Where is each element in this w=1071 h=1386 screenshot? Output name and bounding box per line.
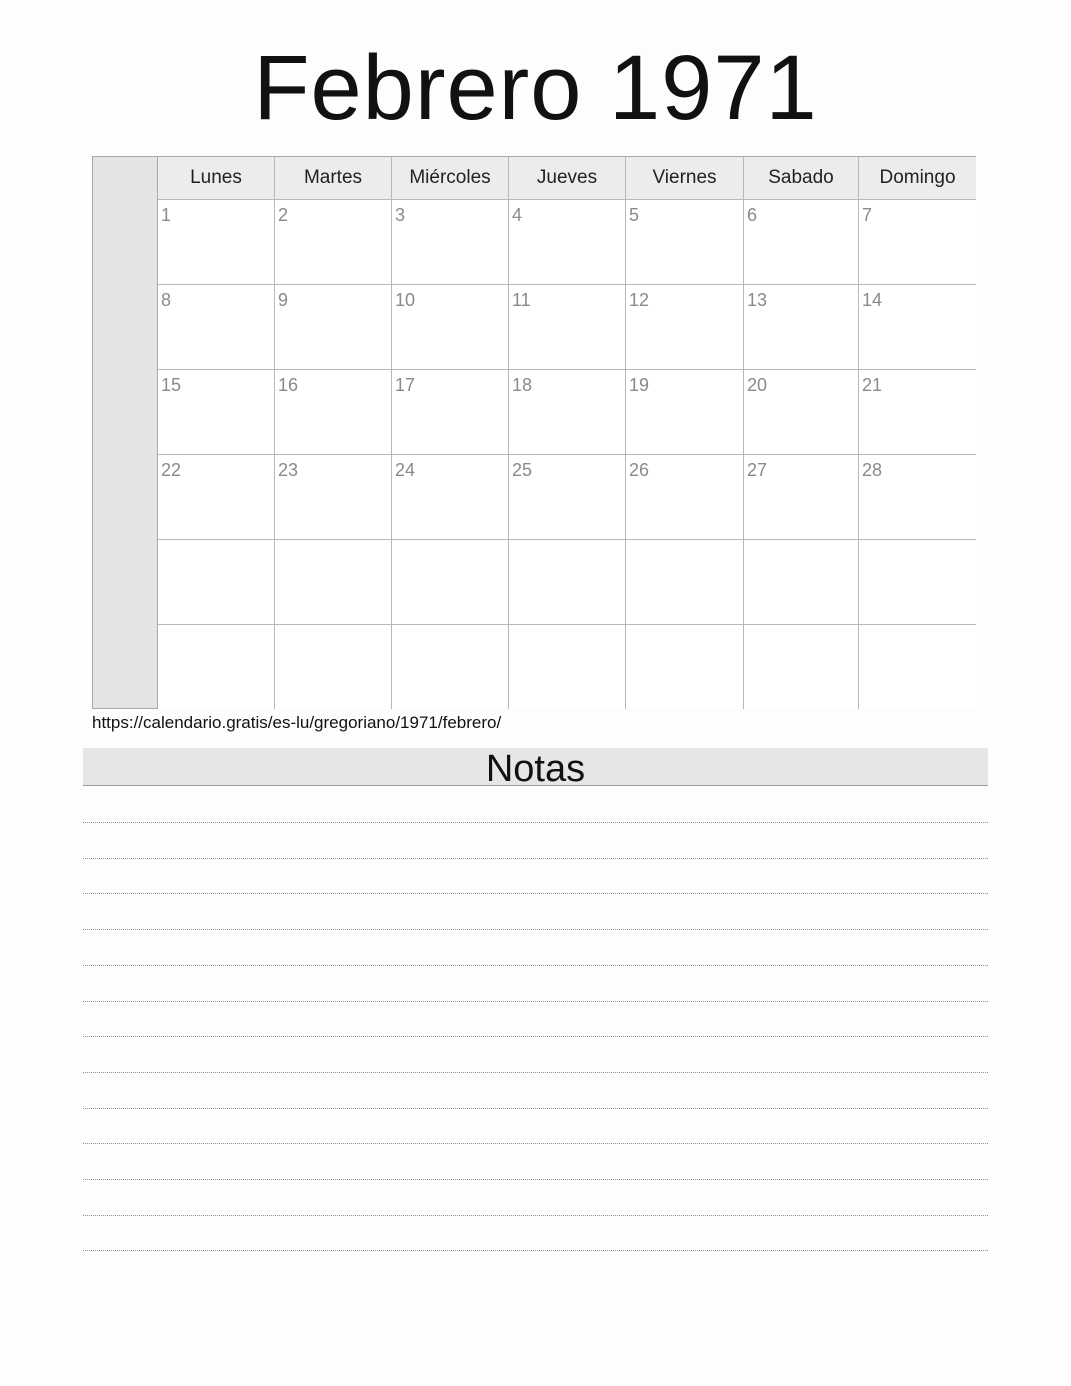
day-cell <box>859 370 976 455</box>
day-number: 6 <box>747 205 758 225</box>
day-cell <box>744 285 859 370</box>
day-cell <box>859 285 976 370</box>
calendar-days <box>158 157 976 708</box>
day-number: 12 <box>629 290 650 310</box>
note-line <box>83 965 988 966</box>
note-line <box>83 822 988 823</box>
day-cell <box>626 370 744 455</box>
day-number: 17 <box>395 375 416 395</box>
day-number: 11 <box>512 290 531 310</box>
note-line <box>83 1215 988 1216</box>
day-number: 16 <box>278 375 299 395</box>
day-cell <box>392 625 509 709</box>
day-cell <box>509 540 626 625</box>
day-cell <box>392 200 509 285</box>
day-cell <box>744 200 859 285</box>
day-cell <box>744 540 859 625</box>
day-cell <box>509 625 626 709</box>
day-cell <box>859 200 976 285</box>
weekday-header: Viernes <box>626 157 744 200</box>
day-number: 7 <box>862 205 873 225</box>
day-cell <box>509 200 626 285</box>
week-number-column <box>93 157 158 708</box>
day-cell <box>626 540 744 625</box>
day-cell <box>509 455 626 540</box>
source-url: https://calendario.gratis/es-lu/gregoriano/1971/febrero/ <box>92 713 502 732</box>
day-cell <box>275 370 392 455</box>
day-number: 9 <box>278 290 289 310</box>
day-cell <box>158 540 275 625</box>
weekday-header: Lunes <box>158 157 275 200</box>
day-number: 26 <box>629 460 650 480</box>
day-cell <box>275 285 392 370</box>
day-cell <box>158 625 275 709</box>
day-number: 14 <box>862 290 883 310</box>
day-number: 27 <box>747 460 768 480</box>
calendar-grid <box>92 156 976 709</box>
day-number: 1 <box>161 205 172 225</box>
day-cell <box>744 370 859 455</box>
page-title: Febrero 1971 <box>253 37 818 139</box>
day-number: 19 <box>629 375 650 395</box>
note-line <box>83 858 988 859</box>
day-cell <box>626 625 744 709</box>
day-cell <box>158 455 275 540</box>
note-line <box>83 1001 988 1002</box>
note-line <box>83 893 988 894</box>
weekday-header: Domingo <box>859 157 976 200</box>
day-cell <box>744 455 859 540</box>
day-cell <box>859 455 976 540</box>
weekday-header: Jueves <box>509 157 626 200</box>
day-cell <box>158 370 275 455</box>
day-number: 2 <box>278 205 289 225</box>
day-cell <box>392 370 509 455</box>
note-line <box>83 1072 988 1073</box>
day-number: 20 <box>747 375 768 395</box>
weekday-header: Martes <box>275 157 392 200</box>
day-number: 4 <box>512 205 523 225</box>
day-cell <box>275 200 392 285</box>
day-number: 15 <box>161 375 182 395</box>
day-cell <box>392 540 509 625</box>
day-cell <box>275 455 392 540</box>
day-cell <box>509 370 626 455</box>
note-line <box>83 1179 988 1180</box>
day-number: 5 <box>629 205 640 225</box>
day-cell <box>275 540 392 625</box>
day-cell <box>626 455 744 540</box>
note-line <box>83 929 988 930</box>
day-number: 3 <box>395 205 406 225</box>
day-cell <box>392 285 509 370</box>
day-number: 10 <box>395 290 416 310</box>
day-number: 23 <box>278 460 299 480</box>
notes-title: Notas <box>83 748 988 786</box>
day-cell <box>392 455 509 540</box>
note-line <box>83 1036 988 1037</box>
day-cell <box>626 285 744 370</box>
weekday-header: Sabado <box>744 157 859 200</box>
day-number: 22 <box>161 460 182 480</box>
day-cell <box>158 200 275 285</box>
day-number: 25 <box>512 460 533 480</box>
day-number: 21 <box>862 375 883 395</box>
day-cell <box>859 625 976 709</box>
weekday-header: Miércoles <box>392 157 509 200</box>
note-line <box>83 1143 988 1144</box>
day-cell <box>626 200 744 285</box>
day-number: 24 <box>395 460 416 480</box>
day-cell <box>509 285 626 370</box>
day-number: 8 <box>161 290 172 310</box>
day-cell <box>859 540 976 625</box>
day-cell <box>158 285 275 370</box>
day-cell <box>744 625 859 709</box>
day-cell <box>275 625 392 709</box>
day-number: 18 <box>512 375 533 395</box>
note-line <box>83 1250 988 1251</box>
day-number: 28 <box>862 460 883 480</box>
day-number: 13 <box>747 290 768 310</box>
note-line <box>83 1108 988 1109</box>
